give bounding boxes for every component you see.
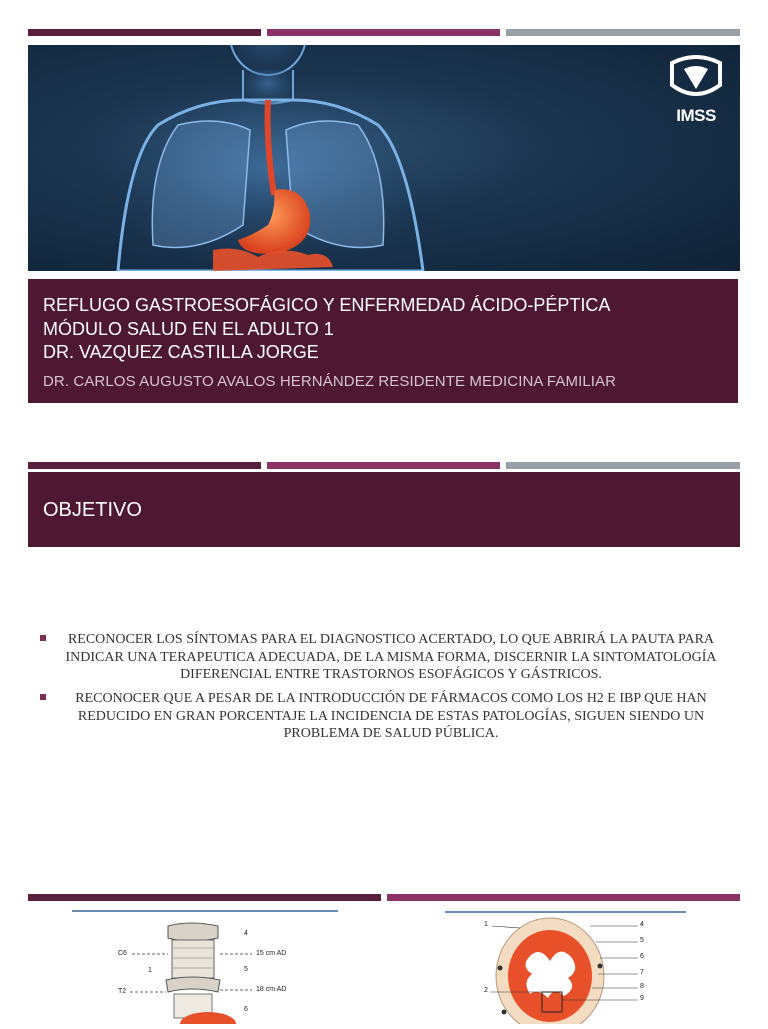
slide3-accent-bar-dark (28, 894, 381, 901)
label-c6: C6 (118, 950, 127, 957)
label-15cm: 15 cm AD (256, 950, 287, 957)
objective-title: OBJETIVO (43, 499, 142, 521)
title-box (28, 279, 738, 403)
slide3-accent-bar-pink (387, 894, 740, 901)
label-r7: 7 (640, 969, 644, 976)
objective-bullet (40, 631, 730, 684)
stomach-cross-section-diagram (480, 916, 660, 1024)
label-r6: 6 (640, 953, 644, 960)
label-r9: 9 (640, 995, 644, 1002)
label-4: 4 (244, 930, 248, 937)
imss-eagle-icon (666, 55, 726, 103)
label-6: 6 (244, 1006, 248, 1013)
presentation-title: REFLUGO GASTROESOFÁGICO Y ENFERMEDAD ÁCIDO-PÉPTICA (43, 295, 611, 315)
left-diagram-rule (72, 910, 338, 912)
label-18cm: 18 cm AD (256, 986, 287, 993)
slide2-accent-bar-dark (28, 462, 261, 469)
slide2-accent-bar-pink (267, 462, 500, 469)
esophagus-diagram (100, 918, 330, 1024)
imss-logo (666, 55, 726, 125)
module-subtitle: MÓDULO SALUD EN EL ADULTO 1 (43, 319, 334, 339)
slide1-accent-bar-gray (506, 29, 740, 36)
objective-bullet (40, 690, 730, 743)
esophagus-drawing (100, 918, 330, 1024)
objective-header (28, 472, 740, 547)
slide1-accent-bar-pink (267, 29, 500, 36)
imss-logo-text: IMSS (676, 106, 716, 125)
slide1-accent-bar-dark (28, 29, 261, 36)
label-r4: 4 (640, 921, 644, 928)
objective-bullet-text: RECONOCER QUE A PESAR DE LA INTRODUCCIÓN DE FÁRMACOS COMO LOS H2 E IBP QUE HAN REDUCIDO EN GRAN PORCENTAJE LA INCIDENCIA DE ESTAS PATOLOGÍAS, SIGUEN SIENDO UN PROBLEMA DE SALUD PÚBLICA. (75, 691, 707, 741)
label-t2: T2 (118, 988, 127, 995)
right-diagram-rule (445, 911, 686, 913)
label-5: 5 (244, 966, 248, 973)
objective-bullet-text: RECONOCER LOS SÍNTOMAS PARA EL DIAGNOSTICO ACERTADO, LO QUE ABRIRÁ LA PAUTA PARA INDICAR UNA TERAPEUTICA ADECUADA, DE LA MISMA FORMA, DISCERNIR LA SINTOMATOLOGÍA DIFERENCIAL ENTRE TRASTORNOS ESOFÁGICOS Y GÁSTRICOS. (65, 632, 717, 682)
cross-section-drawing (480, 916, 660, 1024)
anatomy-hero-image (28, 45, 740, 271)
instructor-name: DR. VAZQUEZ CASTILLA JORGE (43, 342, 319, 362)
label-r1: 1 (484, 921, 488, 928)
label-r2: 2 (484, 987, 488, 994)
label-r5: 5 (640, 937, 644, 944)
bullet-square-icon (40, 694, 46, 700)
author-line: DR. CARLOS AUGUSTO AVALOS HERNÁNDEZ RESIDENTE MEDICINA FAMILIAR (43, 373, 617, 390)
label-r8: 8 (640, 983, 644, 990)
label-1: 1 (148, 967, 152, 974)
bullet-square-icon (40, 635, 46, 641)
slide2-accent-bar-gray (506, 462, 740, 469)
torso-illustration (28, 45, 740, 271)
